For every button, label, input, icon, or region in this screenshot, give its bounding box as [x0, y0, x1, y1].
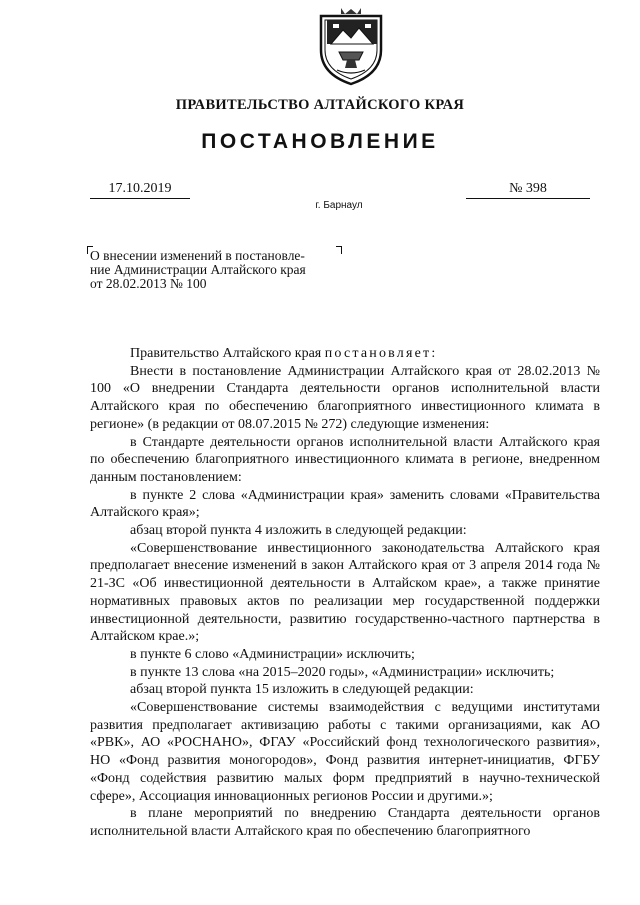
subject-line: ние Администрации Алтайского края — [90, 262, 306, 277]
document-body — [90, 345, 600, 841]
coat-of-arms-icon — [317, 6, 385, 86]
document-number: № 398 — [466, 181, 590, 199]
paragraph: «Совершенствование инвестиционного законодательства Алтайского края предполагает внесение изменений в закон Алтайского края от 3 апреля 2014 года № 21-ЗС «Об инвестиционной деятельности в Алтайском крае», а также принятие нормативных правовых актов по реализации мер государственной поддержки инвестиционной деятельности, развитию государственно-частного партнерства в Алтайском крае.»; — [90, 540, 600, 645]
paragraph: абзац второй пункта 4 изложить в следующей редакции: — [130, 523, 467, 539]
document-city: г. Барнаул — [315, 200, 363, 211]
preamble-verb: постановляет: — [324, 346, 438, 361]
paragraph: в плане мероприятий по внедрению Стандарта деятельности органов исполнительной власти Алтайского края по обеспечению благоприятного — [90, 806, 600, 839]
paragraph: в пункте 6 слово «Администрации» исключить; — [130, 646, 415, 662]
paragraph: Внести в постановление Администрации Алтайского края от 28.02.2013 № 100 «О внедрении Стандарта деятельности органов исполнительной власти Алтайского края по обеспечению благоприятного инвестиционного климата в регионе» (в редакции от 08.07.2015 № 272) следующие изменения: — [90, 363, 600, 432]
document-type-title: ПОСТАНОВЛЕНИЕ — [201, 130, 439, 153]
paragraph: в пункте 2 слова «Администрации края» заменить словами «Правительства Алтайского края»; — [90, 487, 600, 521]
paragraph: абзац второй пункта 15 изложить в следующей редакции: — [130, 682, 474, 698]
paragraph: в пункте 13 слова «на 2015–2020 годы», «Администрации» исключить; — [130, 664, 555, 680]
paragraph: «Совершенствование системы взаимодействия с ведущими институтами развития предполагает активизацию работы с такими организациями, как АО «РВК», АО «РОСНАНО», ФГАУ «Российский фонд технологического развития», НО «Фонд развития моногородов», Фонд развития интернет-инициатив, ФГБУ «Фонд содействия развитию малых форм предприятий в научно-технической сфере», Ассоциация инновационных регионов России и другими.»; — [90, 700, 600, 804]
document-subject — [90, 249, 340, 291]
organization-name: ПРАВИТЕЛЬСТВО АЛТАЙСКОГО КРАЯ — [175, 97, 465, 113]
subject-line: О внесении изменений в постановле- — [90, 248, 305, 263]
preamble-lead: Правительство Алтайского края — [130, 346, 325, 361]
preamble — [90, 345, 600, 363]
document-date: 17.10.2019 — [90, 181, 190, 199]
subject-line: от 28.02.2013 № 100 — [90, 276, 207, 291]
paragraph: в Стандарте деятельности органов исполнительной власти Алтайского края по обеспечению благоприятного инвестиционного климата в регионе, внедренном данным постановлением: — [90, 434, 600, 485]
